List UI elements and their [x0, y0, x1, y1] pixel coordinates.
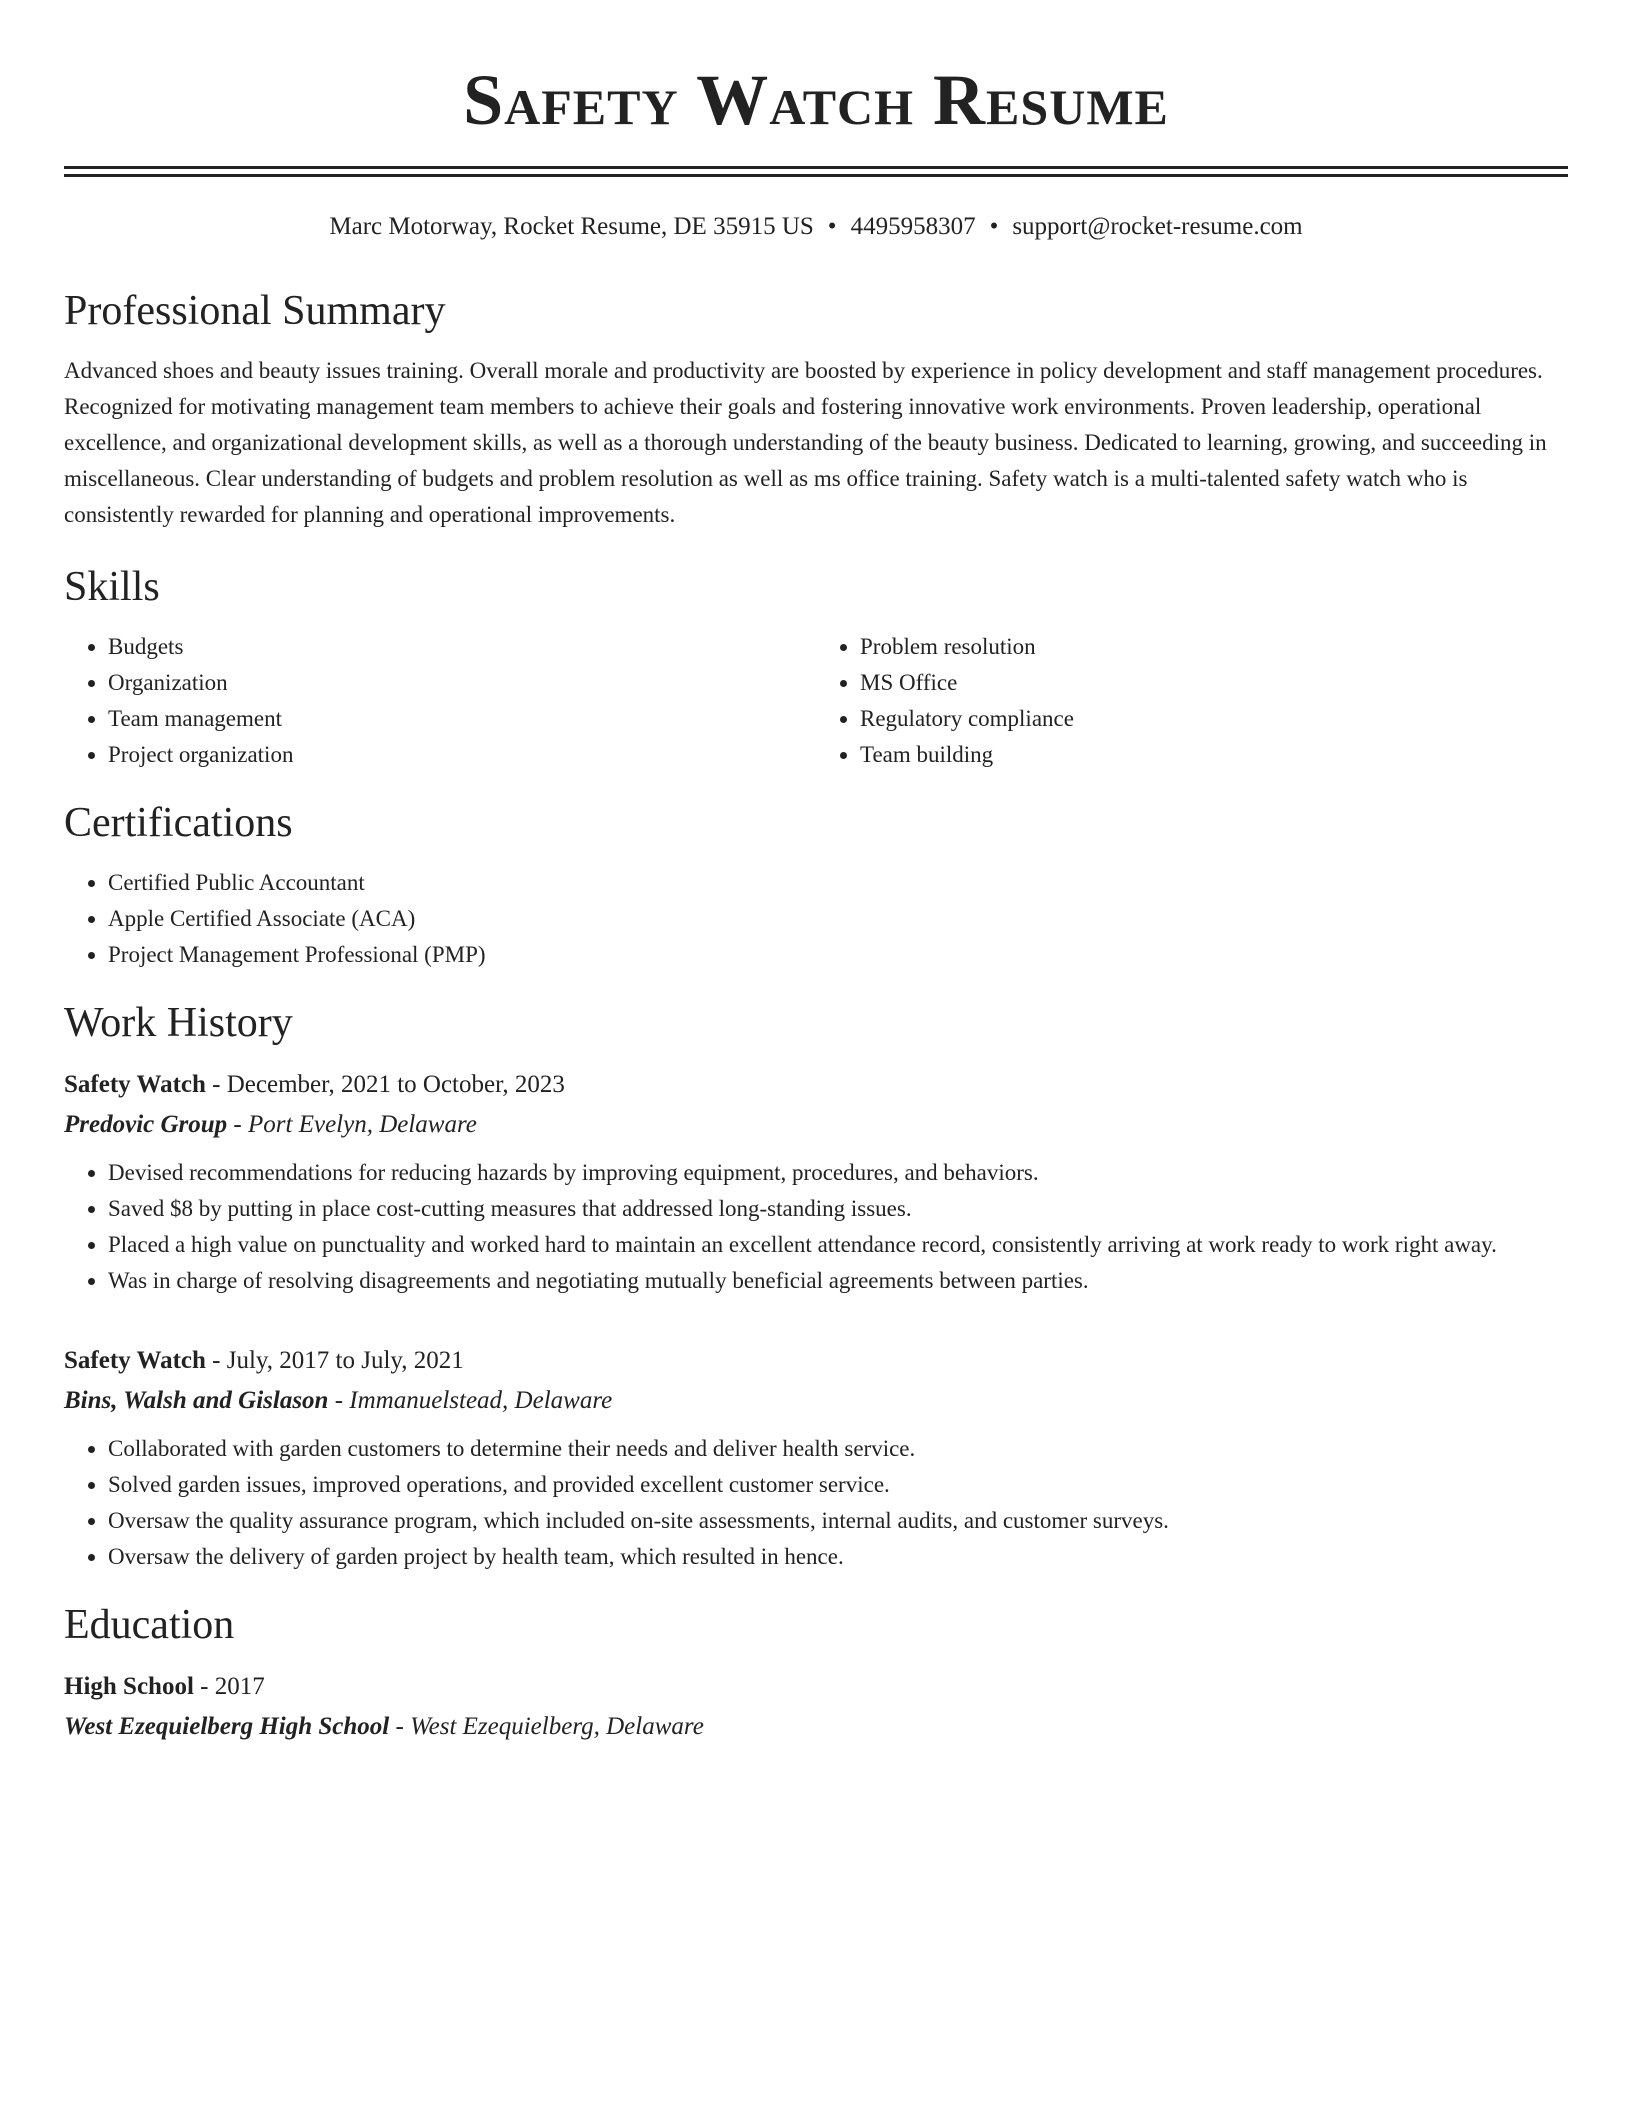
resume-title: Safety Watch Resume — [463, 60, 1169, 140]
contact-separator: • — [827, 213, 837, 240]
education-school-line — [64, 1707, 1568, 1747]
dash-separator: - — [227, 1111, 248, 1138]
title-double-rule — [64, 166, 1568, 177]
skills-list-right — [816, 629, 1568, 773]
contact-line — [64, 211, 1568, 243]
job-bullet: • Oversaw the delivery of garden project by health team, which resulted in hence. — [108, 1539, 1568, 1575]
skills-grid — [64, 629, 1568, 773]
education-year: 2017 — [214, 1673, 265, 1700]
skill-item: • Team building — [860, 737, 1568, 773]
job-company: Bins, Walsh and Gislason — [64, 1387, 329, 1414]
job-title-line — [64, 1341, 1568, 1381]
job-dates: July, 2017 to July, 2021 — [226, 1347, 464, 1374]
skills-section — [64, 561, 1568, 773]
job-company-line — [64, 1381, 1568, 1421]
education-location: West Ezequielberg, Delaware — [410, 1713, 704, 1740]
contact-phone: 4495958307 — [850, 213, 976, 240]
education-degree-line — [64, 1667, 1568, 1707]
job-bullet: • Saved $8 by putting in place cost-cutting measures that addressed long-standing issues. — [108, 1191, 1568, 1227]
job-location: Immanuelstead, Delaware — [349, 1387, 613, 1414]
job-location: Port Evelyn, Delaware — [248, 1111, 477, 1138]
job-bullet: • Solved garden issues, improved operations, and provided excellent customer service. — [108, 1467, 1568, 1503]
education-heading: Education — [64, 1602, 235, 1648]
certifications-section — [64, 797, 1568, 973]
certification-item: • Project Management Professional (PMP) — [108, 937, 1568, 973]
skill-item: • Budgets — [108, 629, 816, 665]
certification-item: • Apple Certified Associate (ACA) — [108, 901, 1568, 937]
skill-item: • Organization — [108, 665, 816, 701]
job-company-line — [64, 1105, 1568, 1145]
contact-separator: • — [989, 213, 999, 240]
job-bullet: • Collaborated with garden customers to determine their needs and deliver health service. — [108, 1431, 1568, 1467]
contact-email: support@rocket-resume.com — [1012, 213, 1303, 240]
contact-address: Marc Motorway, Rocket Resume, DE 35915 US — [329, 213, 814, 240]
job-bullet: • Devised recommendations for reducing hazards by improving equipment, procedures, and behaviors. — [108, 1155, 1568, 1191]
job-entry — [64, 1341, 1568, 1575]
job-bullets — [64, 1431, 1568, 1575]
certifications-heading: Certifications — [64, 800, 293, 846]
job-title: Safety Watch — [64, 1347, 206, 1374]
dash-separator: - — [389, 1713, 411, 1740]
skill-item: • MS Office — [860, 665, 1568, 701]
skills-heading: Skills — [64, 564, 160, 610]
skill-item: • Regulatory compliance — [860, 701, 1568, 737]
dash-separator: - — [205, 1347, 227, 1374]
skill-item: • Team management — [108, 701, 816, 737]
job-title: Safety Watch — [64, 1071, 206, 1098]
skill-item: • Problem resolution — [860, 629, 1568, 665]
dash-separator: - — [205, 1071, 227, 1098]
job-company: Predovic Group — [64, 1111, 228, 1138]
summary-section — [64, 285, 1568, 533]
skills-column-left — [64, 629, 816, 773]
summary-text: Advanced shoes and beauty issues training. Overall morale and productivity are boosted by experience in policy development and staff management procedures. Recognized for motivating management team members to achieve their goals and fostering innovative work environments. Proven leadership, operational excellence, and organizational development skills, as well as a thorough understanding of the beauty business. Dedicated to learning, growing, and succeeding in miscellaneous. Clear understanding of budgets and problem resolution as well as ms office training. Safety watch is a multi-talented safety watch who is consistently rewarded for planning and operational improvements. — [64, 358, 1547, 527]
certification-item: • Certified Public Accountant — [108, 865, 1568, 901]
dash-separator: - — [193, 1673, 215, 1700]
education-school: West Ezequielberg High School — [64, 1713, 390, 1740]
skills-column-right — [816, 629, 1568, 773]
education-degree: High School — [64, 1673, 194, 1700]
work-history-section — [64, 997, 1568, 1575]
job-bullet: • Oversaw the quality assurance program, which included on-site assessments, internal audits, and customer surveys. — [108, 1503, 1568, 1539]
skill-item: • Project organization — [108, 737, 816, 773]
skills-list-left — [64, 629, 816, 773]
dash-separator: - — [328, 1387, 350, 1414]
summary-heading: Professional Summary — [64, 288, 446, 334]
work-history-heading: Work History — [64, 1000, 293, 1046]
education-section — [64, 1599, 1568, 1747]
job-title-line — [64, 1065, 1568, 1105]
job-bullets — [64, 1155, 1568, 1299]
job-bullet: • Was in charge of resolving disagreements and negotiating mutually beneficial agreements between parties. — [108, 1263, 1568, 1299]
certifications-list — [64, 865, 1568, 973]
job-bullet: • Placed a high value on punctuality and worked hard to maintain an excellent attendance record, consistently arriving at work ready to work right away. — [108, 1227, 1568, 1263]
education-entry — [64, 1667, 1568, 1747]
job-dates: December, 2021 to October, 2023 — [226, 1071, 565, 1098]
job-entry — [64, 1065, 1568, 1299]
